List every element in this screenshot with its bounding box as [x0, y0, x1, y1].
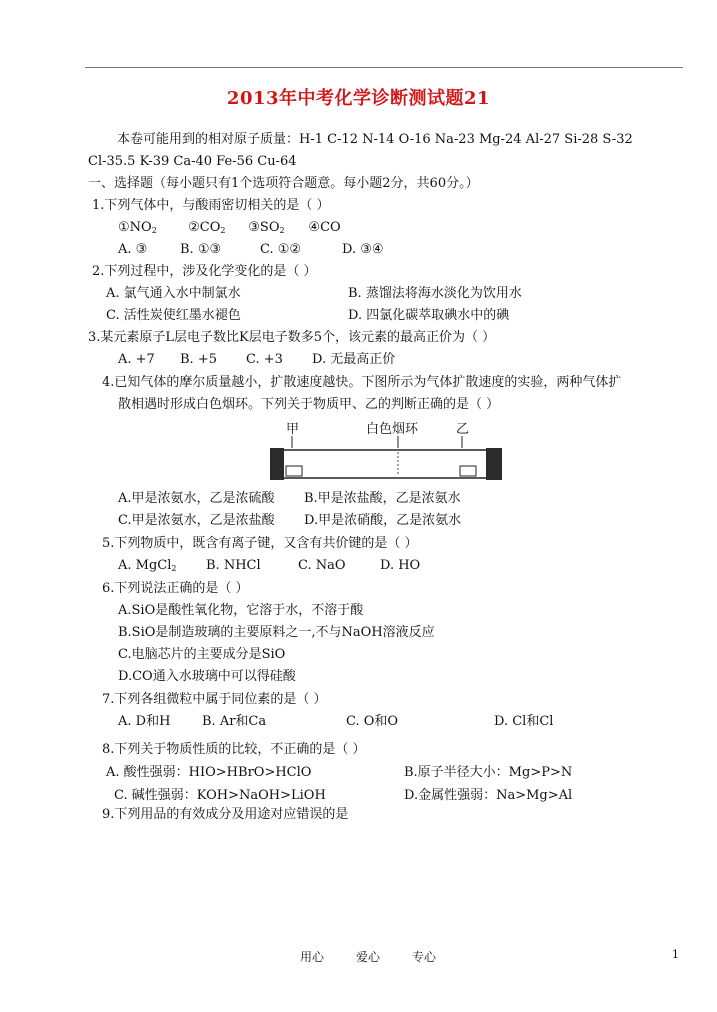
- intro-line-2: Cl-35.5 K-39 Ca-40 Fe-56 Cu-64: [88, 154, 297, 169]
- q3-option: A. +7: [118, 352, 155, 367]
- q5-options: A. MgCl$_2$ B. NHCl C. NaO D. HO: [118, 558, 421, 573]
- footer-text: 用心: [300, 950, 325, 964]
- q2-stem: 2.下列过程中，涉及化学变化的是（ ）: [92, 264, 317, 279]
- q6-option-d: D.CO通入水玻璃中可以得硅酸: [118, 669, 296, 684]
- q4-option-a: A.甲是浓氨水，乙是浓硫酸: [118, 491, 275, 506]
- q4-stem-line-2: 散相遇时形成白色烟环。下列关于物质甲、乙的判断正确的是（ ）: [118, 397, 500, 412]
- q4-option-c: C.甲是浓氨水，乙是浓盐酸: [118, 513, 275, 528]
- q3-option: C. +3: [246, 352, 283, 367]
- page-number: 1: [672, 948, 679, 961]
- q6-option-b: B.SiO是制造玻璃的主要原料之一,不与NaOH溶液反应: [118, 625, 435, 640]
- q7-option: A. D和H: [118, 714, 171, 729]
- q3-option: B. +5: [180, 352, 217, 367]
- q5-option: C. NaO: [298, 558, 346, 573]
- q1-item: ③SO: [248, 220, 280, 235]
- section-heading: 一、选择题（每小题只有1个选项符合题意。每小题2分，共60分。）: [88, 176, 479, 191]
- q6-stem: 6.下列说法正确的是（ ）: [102, 581, 249, 596]
- q6-option-c: C.电脑芯片的主要成分是SiO: [118, 647, 286, 662]
- q5-option: A. MgCl: [118, 558, 172, 573]
- q8-option-c: C. 碱性强弱：KOH>NaOH>LiOH: [114, 788, 326, 803]
- header-rule: [85, 67, 683, 68]
- q7-options: [118, 713, 553, 731]
- q2-option-d: D. 四氯化碳萃取碘水中的碘: [348, 308, 510, 323]
- q7-stem: 7.下列各组微粒中属于同位素的是（ ）: [102, 692, 327, 707]
- label-yi: 乙: [456, 422, 470, 437]
- q5-option: B. NHCl: [206, 558, 261, 573]
- diffusion-tube-figure: [270, 418, 502, 484]
- q1-item: ④CO: [308, 220, 341, 235]
- label-white-smoke-ring: 白色烟环: [366, 422, 419, 437]
- q1-options: [118, 241, 384, 259]
- q5-stem: 5.下列物质中，既含有离子键，又含有共价键的是（ ）: [102, 536, 418, 551]
- q1-option: C. ①②: [260, 242, 302, 257]
- q8-option-d: D.金属性强弱：Na>Mg>Al: [404, 788, 573, 803]
- q1-stem: 1.下列气体中，与酸雨密切相关的是（ ）: [92, 198, 330, 213]
- tube-drawing: [270, 418, 502, 484]
- q7-option: B. Ar和Ca: [202, 714, 267, 729]
- q1-item: ①NO: [118, 220, 152, 235]
- q8-option-a: A. 酸性强弱：HIO>HBrO>HClO: [106, 765, 312, 780]
- q8-option-b: B.原子半径大小：Mg>P>N: [404, 765, 573, 780]
- q2-option-c: C. 活性炭使红墨水褪色: [106, 308, 241, 323]
- q9-stem: 9.下列用品的有效成分及用途对应错误的是: [102, 807, 349, 822]
- q2-option-a: A. 氯气通入水中制氯水: [106, 286, 241, 301]
- intro-line-1: 本卷可能用到的相对原子质量：H-1 C-12 N-14 O-16 Na-23 Mg-24 Al-27 Si-28 S-32: [117, 132, 633, 147]
- q8-stem: 8.下列关于物质性质的比较，不正确的是（ ）: [102, 742, 366, 757]
- q1-items: $①NO_2$ $②CO_2$ $③SO_2$ ④CO: [118, 220, 341, 235]
- q1-option: B. ①③: [180, 242, 222, 257]
- q7-option: D. Cl和Cl: [494, 714, 554, 729]
- footer-text: 爱心: [356, 950, 381, 964]
- page-title: 2013年中考化学诊断测试题21: [226, 88, 491, 109]
- q3-stem: 3.某元素原子L层电子数比K层电子数多5个，该元素的最高正价为（ ）: [88, 330, 496, 345]
- q2-option-b: B. 蒸馏法将海水淡化为饮用水: [348, 286, 522, 301]
- q7-option: C. O和O: [346, 714, 399, 729]
- footer-text: 专心: [412, 950, 437, 964]
- q6-option-a: A.SiO是酸性氧化物，它溶于水，不溶于酸: [118, 603, 364, 618]
- q3-options: [118, 351, 395, 369]
- q1-option: D. ③④: [342, 242, 384, 257]
- q5-option: D. HO: [380, 558, 421, 573]
- label-jia: 甲: [286, 422, 300, 437]
- q3-option: D. 无最高正价: [312, 352, 396, 367]
- q4-stem-line-1: 4.已知气体的摩尔质量越小，扩散速度越快。下图所示为气体扩散速度的实验，两种气体扩: [102, 375, 622, 390]
- q4-option-d: D.甲是浓硝酸，乙是浓氨水: [304, 513, 462, 528]
- q1-item: ②CO: [188, 220, 221, 235]
- q4-option-b: B.甲是浓盐酸，乙是浓氨水: [304, 491, 461, 506]
- q1-option: A. ③: [118, 242, 148, 257]
